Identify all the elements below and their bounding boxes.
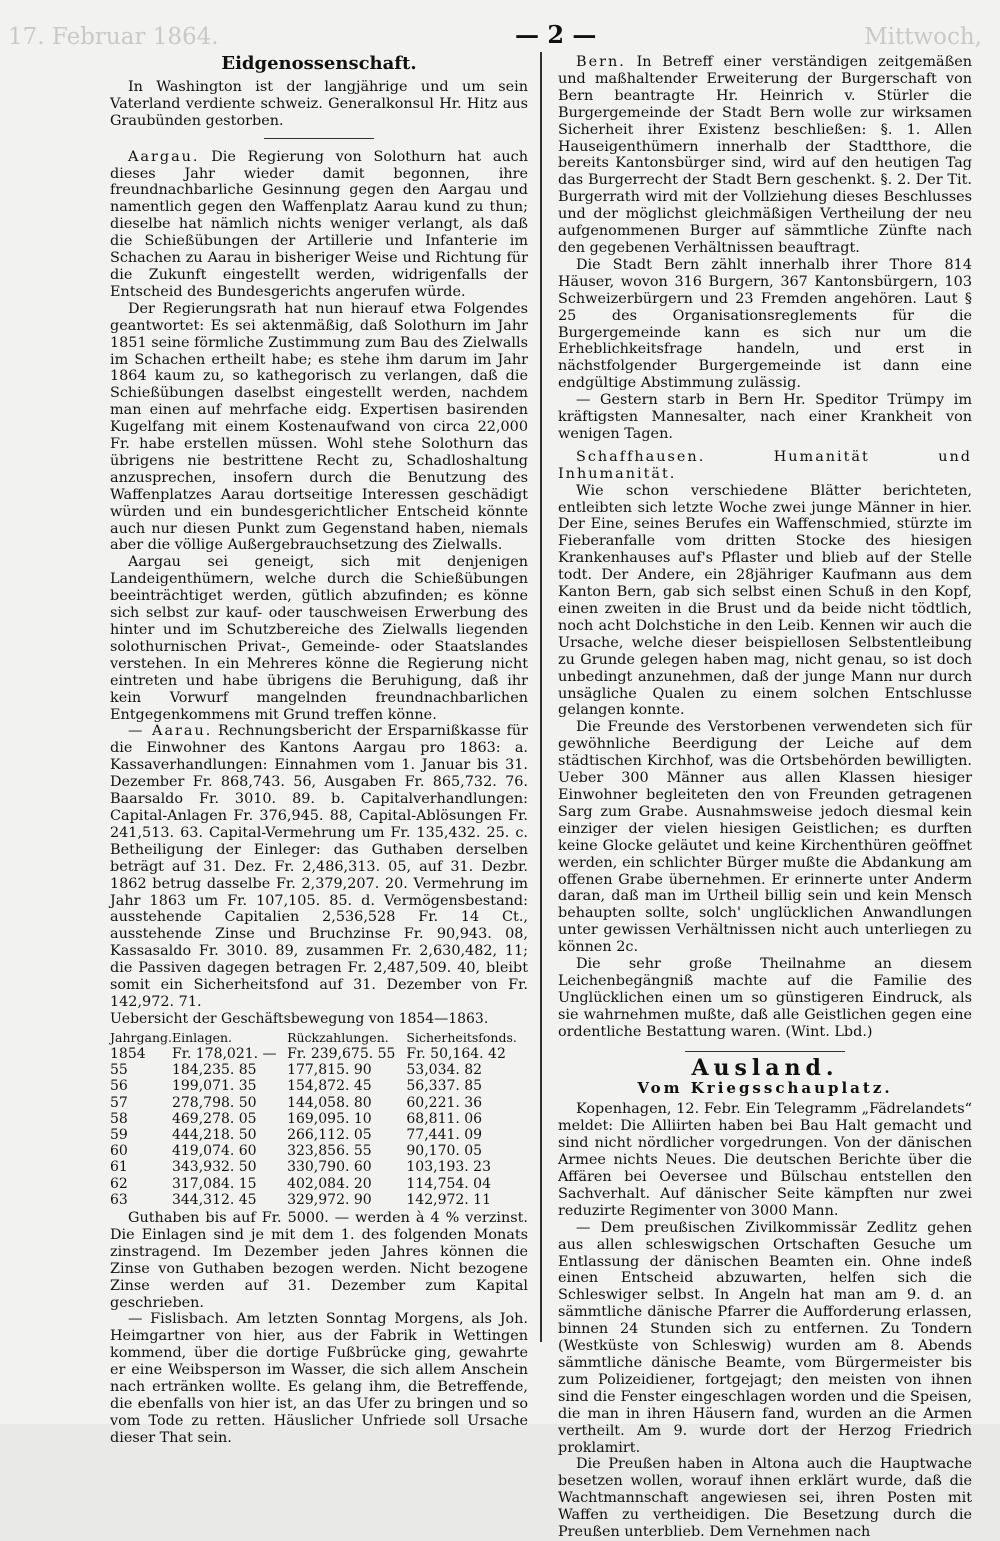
table-row [110,1078,528,1094]
table-cell: 419,074. 60 [171,1143,257,1160]
table-cell: 62 [110,1175,128,1192]
article-fislisbach: — Fislisbach. Am letzten Sonntag Morgens, als Joh. Heimgartner von hier, aus der Fabrik in Wettingen kommend, über die dortige Fußbrücke ging, gewahrte er eine Weibsperson im Wasser, die sich allem Anschein nach ertränken wollte. Es gelang ihm, die Betreffende, die ebenfalls von hier ist, an das Ufer zu bringen und so vom Tode zu retten. Häuslicher Unfriede soll Ursache dieser That sein. [110,1311,528,1446]
table-cell: 90,170. 05 [406,1143,483,1160]
table-row [110,1111,528,1127]
table-cell: 330,790. 60 [287,1159,372,1176]
masthead-day-showthrough: Mittwoch, [864,24,982,50]
table-cell: 55 [110,1062,128,1079]
table-cell: 344,312. 45 [171,1191,257,1208]
dateline-bern: Bern. [576,54,626,70]
business-table [110,1030,528,1208]
table-header-cell: Sicherheitsfonds. [406,1029,517,1045]
table-cell: 323,856. 55 [287,1143,372,1160]
table-cell: 142,972. 11 [406,1191,491,1208]
table-cell: 402,084. 20 [287,1175,372,1192]
table-row [110,1192,528,1208]
article-bern-death: — Gestern starb in Bern Hr. Speditor Trümpy im kräftigsten Mannesalter, nach einer Krankheit von wenigen Tagen. [558,392,972,442]
subheading-kriegsschauplatz: Vom Kriegsschauplatz. [637,1079,893,1098]
table-cell: 103,193. 23 [406,1159,491,1176]
table-cell: Fr. 50,164. 42 [406,1045,506,1062]
table-cell: 1854 [110,1045,146,1062]
article-aargau-reply: Der Regierungsrath hat nun hierauf etwa Folgendes geantwortet: Es sei aktenmäßig, daß Solothurn im Jahr 1851 seine förmliche Zustimmung zum Bau des Zielwalls im Schachen ertheilt habe; es stehe ihm darum im Jahr 1864 kaum zu, so kathegorisch zu verlangen, daß die Schießübungen daselbst eingestellt werden, nachdem man einen auf mehrfache eidg. Expertisen basirenden Kugelfang mit einem Kostenaufwand von circa 22,000 Fr. habe erstellen müssen. Wohl stehe Solothurn das übrigens nie bestrittene Recht zu, Schadloshaltung anzusprechen, insofern durch die Benutzung des Waffenplatzes Aarau dortseitige Interessen geschädigt würden und ein bundesgerichtlicher Entscheid könnte auch nur diesen Punkt zum Gegenstand haben, niemals aber die völlige Außergebrauchsetzung des Zielwalls. [110,300,528,554]
table-cell: 317,084. 15 [171,1175,257,1192]
article-bern-houses: Die Stadt Bern zählt innerhalb ihrer Thore 814 Häuser, wovon 316 Burgern, 367 Kantonsbürgern, 103 Schweizerbürgern und 23 Fremden angehören. Laut § 25 des Organisationsreglements für die Burgergemeinde kann es sich nur um die Erheblichkeitsfrage handeln, und erst in nächstfolgender Burgergemeinde ist dann eine endgültige Abstimmung zulässig. [558,256,972,392]
table-row [110,1095,528,1111]
article-interest-note: Guthaben bis auf Fr. 5000. — werden à 4 % verzinst. Die Einlagen sind je mit dem 1. des folgenden Monats zinstragend. Im Dezember jeden Jahres können die Zinse von Guthaben bezogen werden. Nicht bezogene Zinse werden auf 31. Dezember zum Kapital geschrieben. [110,1209,528,1311]
table-cell: 199,071. 35 [171,1078,257,1095]
column-divider [540,52,542,1342]
article-aarau-sparkasse [110,723,528,1010]
table-cell: 144,058. 80 [287,1094,372,1111]
table-cell: 56,337. 85 [406,1078,483,1095]
article-aargau [110,149,528,301]
table-cell: 60,221. 36 [406,1094,483,1111]
table-cell: 444,218. 50 [171,1126,257,1143]
article-altona: Die Preußen haben in Altona auch die Hauptwache besetzen wollen, worauf ihnen erklärt wurde, daß die Wachtmannschaft angewiesen sei, ihren Posten mit Waffen zu vertheidigen. Die Besetzung durch die Preußen unterblieb. Dem Vernehmen nach [558,1456,972,1541]
article-washington: In Washington ist der langjährige und um sein Vaterland verdiente schweiz. Generalkonsul Hr. Hitz aus Graubünden gestorben. [110,78,528,129]
article-bern [558,54,972,257]
dateline-aarau: — Aarau. [128,723,213,740]
section-heading-ausland: Ausland. [691,1054,839,1081]
table-cell: 469,278. 05 [171,1110,257,1127]
article-aargau-text: Die Regierung von Solothurn hat auch dieses Jahr wieder damit begonnen, ihre freundnachbarliche Gesinnung gegen den Aargau und namentlich gegen den Waffenplatz Aarau kund zu thun; dieselbe hat nämlich nichts weniger verlangt, als daß die Schießübungen der Artillerie und Infanterie im Schachen zu Aarau in bisheriger Weise und Richtung für die Zukunft eingestellt werden, widrigenfalls der Entscheid des Bundesgerichts angerufen würde. [110,148,528,300]
table-cell: 56 [110,1078,128,1095]
table-cell: 329,972. 90 [287,1191,372,1208]
table-cell: 77,441. 09 [406,1126,483,1143]
page-number: — 2 — [515,20,597,49]
table-cell: 61 [110,1159,128,1176]
table-cell: 266,112. 05 [287,1126,372,1143]
table-cell: 60 [110,1143,128,1160]
section-separator [685,1051,845,1052]
article-schaffhausen-reaction [558,956,972,1041]
table-cell: 343,932. 50 [171,1159,257,1176]
right-column [558,54,972,1541]
table-cell: 177,815. 90 [287,1062,372,1079]
article-aargau-offer: Aargau sei geneigt, sich mit denjenigen Landeigenthümern, welche durch die Schießübungen beeinträchtiget werden, gütlich abzufinden; es könne sich selbst zur kauf- oder tauschweisen Erwerbung des hinter und im Schutzbereiche des Zielwalls liegenden solothurnischen Privat-, Gemeinde- oder Staatslandes verstehen. In ein Mehreres könne die Regierung nicht eintreten und habe übrigens die Beruhigung, daß ihr kein Vorwurf mangelnden freundnachbarlichen Entgegenkommens mit Grund treffen könne. [110,554,528,723]
article-kopenhagen: Kopenhagen, 12. Febr. Ein Telegramm „Fädrelandets“ meldet: Die Alliirten haben bei Bau Halt gemacht und sind nicht nördlicher vorgedrungen. Von der dänischen Armee nichts Neues. Die deutschen Berichte über die Affären bei Oeversee und Bülschau entstellen den Sachverhalt. Auf dänischer Seite kämpften nur zwei reduzirte Regimenter von 3000 Mann. [558,1101,972,1219]
table-header-cell: Jahrgang. [110,1029,172,1045]
table-row [110,1143,528,1159]
table-cell: 154,872. 45 [287,1078,372,1095]
article-schaffhausen-reaction-text: Die sehr große Theilnahme an diesem Leichenbegängniß machte auf die Familie des Unglücklichen einen um so günstigeren Eindruck, als sie wahrnehmen mußte, daß alle Geistlichen gegen eine ordentliche Bestattung waren. [558,956,972,1040]
table-row [110,1159,528,1175]
table-cell: 63 [110,1191,128,1208]
section-heading-eidgenossenschaft: Eidgenossenschaft. [221,53,417,74]
table-title: Uebersicht der Geschäftsbewegung von 1854—1863. [110,1010,489,1027]
dateline-aargau: Aargau. [128,148,200,165]
table-cell: 169,095. 10 [287,1110,372,1127]
left-column [110,54,528,1447]
masthead-date-showthrough: 17. Februar 1864. [8,24,219,50]
table-cell: 278,798. 50 [171,1094,257,1111]
table-header-cell: Rückzahlungen. [287,1029,389,1045]
table-row [110,1176,528,1192]
table-cell: 184,235. 85 [171,1062,257,1079]
table-cell: 57 [110,1094,128,1111]
table-row [110,1046,528,1062]
table-row [110,1127,528,1143]
dateline-schaffhausen-text: Schaffhausen. Humanität und Inhumanität. [558,448,972,482]
article-bern-text: In Betreff einer verständigen zeitgemäßen und maßhaltender Erweiterung der Burgerschaft von Bern beantragte Hr. Heinrich v. Stürler die Burgergemeinde der Stadt Bern wolle zur wirksamen Sicherheit ihrer Existenz beschließen: §. 1. Allen Hauseigenthümern innerhalb der Stadtthore, die bereits Kantonsbürger sind, wird auf den heutigen Tag das Burgerrecht der Stadt Bern geschenkt. §. 2. Der Tit. Burgerrath wird mit der Vollziehung dieses Beschlusses und der möglichst gleichmäßigen Vertheilung der neu aufgenommenen Burger auf sämmtliche Zünfte nach den gegebenen Verhältnissen beauftragt. [558,54,972,256]
table-row [110,1062,528,1078]
table-cell: 114,754. 04 [406,1175,491,1192]
table-cell: 53,034. 82 [406,1062,483,1079]
table-cell: 59 [110,1126,128,1143]
table-cell: 68,811. 06 [406,1110,483,1127]
article-schaffhausen-funeral: Die Freunde des Verstorbenen verwendeten sich für gewöhnliche Beerdigung der Leiche auf dem städtischen Kirchhof, was die Ortsbehörden bewilligten. Ueber 300 Männer aus allen Klassen hiesiger Einwohner begleiteten den von Freunden getragenen Sarg zum Grabe. Ausnahmsweise jedoch diesmal kein einziger der vielen hiesigen Geistlichen; es durften keine Glocke geläutet und keine Kirchenthüren geöffnet werden, ein schlichter Bürger mußte die Abdankung am offenen Grabe übernehmen. Er erinnerte unter Anderm daran, daß man im Urtheil billig sein und kein Mensch behaupten sollte, solch' unglücklichen Anwandlungen unter gewissen Verhältnissen nicht auch unterliegen zu können 2c. [558,719,972,956]
article-separator [264,138,374,139]
table-header-row [110,1030,528,1046]
table-cell: Fr. 178,021. — [171,1045,277,1062]
article-schaffhausen: Wie schon verschiedene Blätter berichteten, entleibten sich letzte Woche zwei junge Männer in hier. Der Eine, seines Berufes ein Waffenschmied, stürzte im Fieberanfalle vom dritten Stocke des hiesigen Krankenhauses auf's Pflaster und blieb auf der Stelle todt. Der Andere, ein 28jähriger Kaufmann aus dem Kanton Bern, gab sich selbst einen Schuß in den Kopf, einen zweiten in die Brust und da beide nicht tödtlich, noch acht Dolchstiche in den Leib. Kennen wir auch die Ursache, welche dieser beispiellosen Selbstentleibung zu Grunde gelegen haben mag, nicht genau, so ist doch unbedingt anzunehmen, daß der junge Mann nur durch unsägliche Qualen zu einem solchen Entschlusse gelangen konnte. [558,482,972,719]
article-aarau-text: Rechnungsbericht der Ersparnißkasse für die Einwohner des Kantons Aargau pro 1863: a. Kassaverhandlungen: Einnahmen vom 1. Januar bis 31. Dezember Fr. 868,743. 56, Ausgaben Fr. 865,732. 76. Baarsaldo Fr. 3010. 89. b. Capitalverhandlungen: Capital-Anlagen Fr. 376,945. 88, Capital-Ablösungen Fr. 241,513. 63. Capital-Vermehrung um Fr. 135,432. 25. c. Betheiligung der Einleger: das Guthaben derselben beträgt auf 31. Dez. Fr. 2,486,313. 05, auf 31. Dezbr. 1862 betrug dasselbe Fr. 2,379,207. 20. Vermehrung im Jahr 1863 um Fr. 107,105. 85. d. Vermögensbestand: ausstehende Capitalien 2,536,528 Fr. 14 Ct., ausstehende Zinse und Bruchzinse Fr. 90,943. 08, Kassasaldo Fr. 3010. 89, zusammen Fr. 2,630,482, 11; die Passiven dagegen betragen Fr. 2,487,509. 40, bleibt somit ein Sicherheitsfond auf 31. Dezember von Fr. 142,972. 71. [110,723,529,1010]
article-zedlitz: — Dem preußischen Zivilkommissär Zedlitz gehen aus allen schleswigschen Ortschaften Gesuche um Entlassung der dänischen Beamten ein. Ohne indeß einen Entscheid abzuwarten, helfen sich die Schleswiger selbst. In Angeln hat man am 9. d. an sämmtliche dänische Pfarrer die Aufforderung erlassen, binnen 24 Stunden sich zu entfernen. Zu Tondern (Westküste von Schleswig) wurden am 8. Abends sämmtliche dänische Beamte, vom Bürgermeister bis zum Polizeidiener, fortgejagt; den meisten von ihnen sind die Fenster eingeschlagen worden und die Speisen, die man in ihren Häusern fand, wurden an die Armen vertheilt. Am 9. wurde dort der Herzog Friedrich proklamirt. [558,1219,972,1456]
table-cell: Fr. 239,675. 55 [287,1045,396,1062]
table-cell: 58 [110,1110,128,1127]
table-header-cell: Einlagen. [171,1029,233,1045]
source-credit: (Wint. Lbd.) [785,1023,873,1040]
dateline-schaffhausen [558,449,972,483]
